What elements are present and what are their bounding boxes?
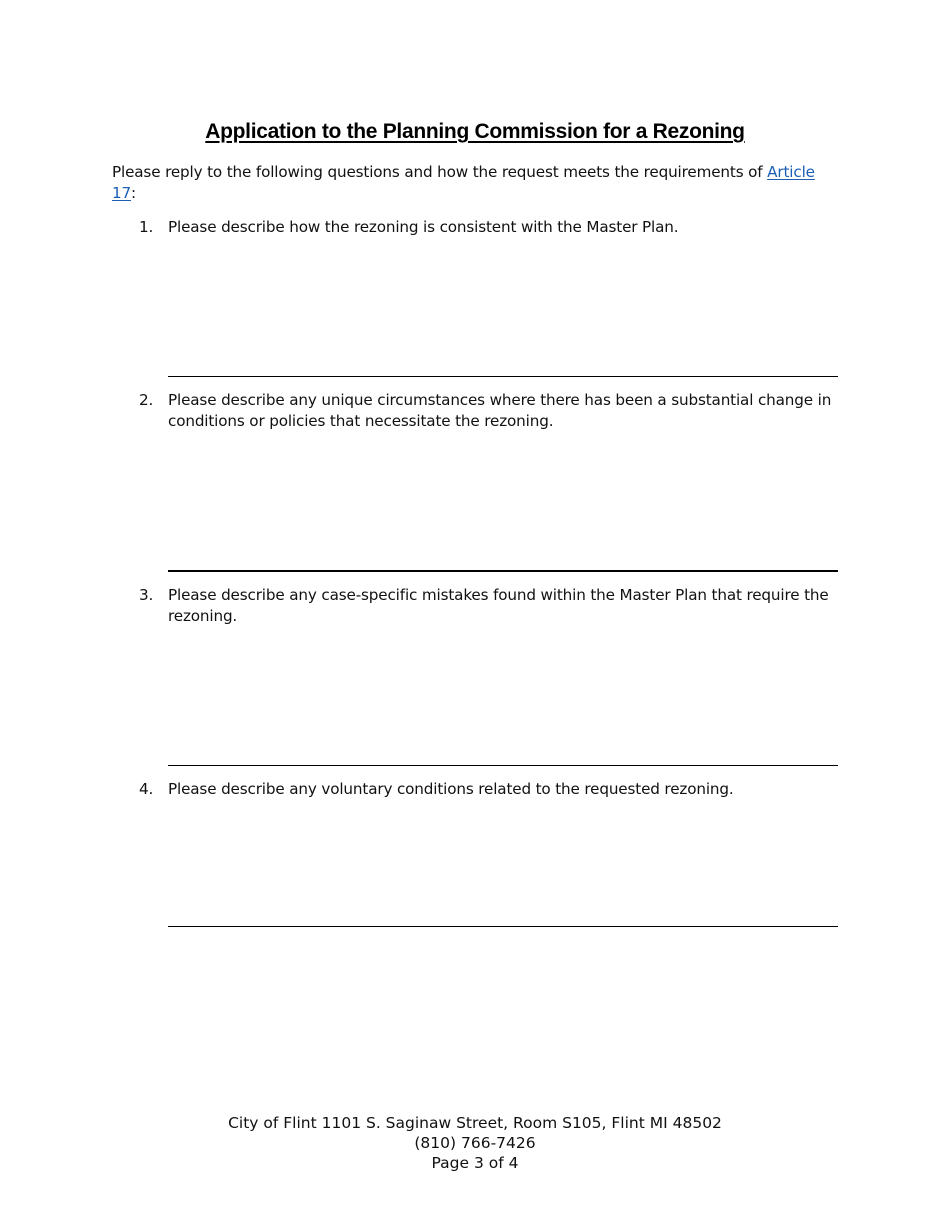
- question-number: 1.: [139, 218, 154, 236]
- answer-line-2[interactable]: [168, 570, 838, 572]
- answer-line-4[interactable]: [168, 926, 838, 927]
- question-3: [139, 585, 839, 627]
- question-text: Please describe any unique circumstances where there has been a substantial change in conditions or policies that necessitate the rezoning.: [168, 391, 832, 430]
- question-number: 3.: [139, 586, 154, 604]
- article-17-link[interactable]: Article 17: [112, 163, 815, 202]
- question-2: [139, 390, 839, 432]
- footer-address: City of Flint 1101 S. Saginaw Street, Room S105, Flint MI 48502: [228, 1114, 722, 1132]
- question-text: Please describe any voluntary conditions related to the requested rezoning.: [168, 780, 734, 798]
- intro-text: Please reply to the following questions and how the request meets the requirements of: [112, 163, 768, 181]
- question-text: Please describe any case-specific mistakes found within the Master Plan that require the rezoning.: [168, 586, 829, 625]
- page-footer: [0, 1113, 950, 1173]
- footer-phone: (810) 766-7426: [414, 1134, 536, 1152]
- question-number: 2.: [139, 391, 154, 409]
- intro-paragraph: [112, 162, 832, 204]
- answer-line-3[interactable]: [168, 765, 838, 766]
- question-number: 4.: [139, 780, 154, 798]
- question-1: [139, 217, 839, 238]
- page-title: Application to the Planning Commission for a Rezoning: [205, 120, 745, 143]
- intro-colon: :: [131, 184, 136, 202]
- answer-line-1[interactable]: [168, 376, 838, 377]
- question-text: Please describe how the rezoning is consistent with the Master Plan.: [168, 218, 679, 236]
- question-4: [139, 779, 839, 800]
- page-indicator: Page 3 of 4: [431, 1154, 519, 1172]
